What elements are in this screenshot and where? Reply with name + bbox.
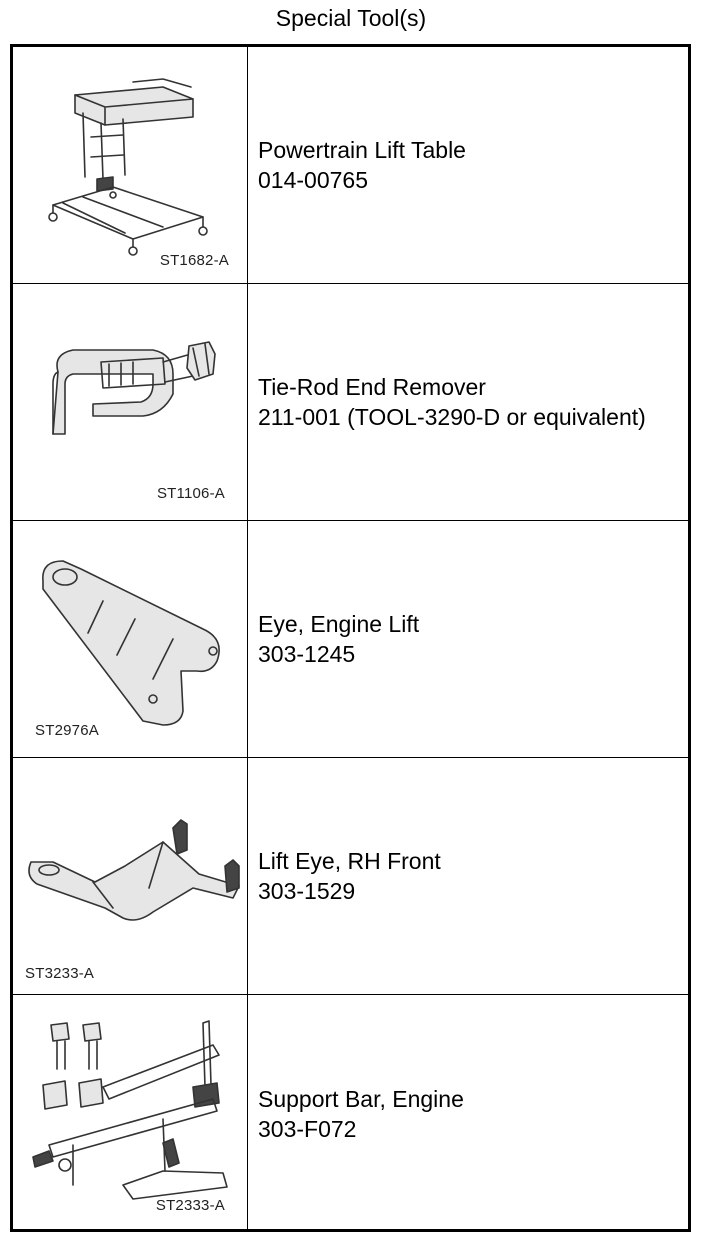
tool-image-code: ST2976A [35, 722, 99, 739]
tool-description-cell [258, 47, 683, 283]
tool-part-number: 211-001 (TOOL-3290-D or equivalent) [258, 404, 646, 430]
special-tools-table [10, 44, 691, 1232]
page-title: Special Tool(s) [275, 5, 427, 31]
tool-row [13, 47, 688, 284]
tool-row [13, 284, 688, 521]
tool-name: Lift Eye, RH Front [258, 848, 441, 874]
tool-description-cell [258, 284, 683, 520]
tool-image-cell [13, 47, 248, 283]
tool-name: Support Bar, Engine [258, 1085, 464, 1112]
tool-image-code: ST1106-A [156, 485, 225, 502]
tool-part-number: 303-1245 [258, 641, 356, 667]
tool-part-number: 303-1529 [258, 878, 356, 904]
tool-name: Eye, Engine Lift [258, 611, 420, 637]
tool-name: Tie-Rod End Remover [258, 374, 486, 400]
tool-part-number: 014-00765 [258, 167, 368, 193]
tool-name: Powertrain Lift Table [258, 137, 466, 163]
engine-support-bar-illustration-icon [13, 995, 248, 1231]
tool-image-cell [13, 995, 248, 1232]
lift-table-illustration-icon [13, 47, 248, 283]
tool-image-cell [13, 758, 248, 994]
tool-image-code: ST3233-A [25, 965, 95, 982]
tool-description-cell [258, 995, 683, 1232]
rh-front-lift-eye-illustration-icon [13, 758, 248, 994]
tool-description-cell [258, 758, 683, 994]
tool-row [13, 995, 688, 1232]
tool-row [13, 758, 688, 995]
tool-image-cell [13, 521, 248, 757]
tool-description-cell [258, 521, 683, 757]
tool-image-code: ST1682-A [159, 252, 229, 269]
tool-row [13, 521, 688, 758]
tool-image-code: ST2333-A [155, 1197, 225, 1214]
tool-part-number: 303-F072 [258, 1115, 357, 1142]
tool-image-cell [13, 284, 248, 520]
